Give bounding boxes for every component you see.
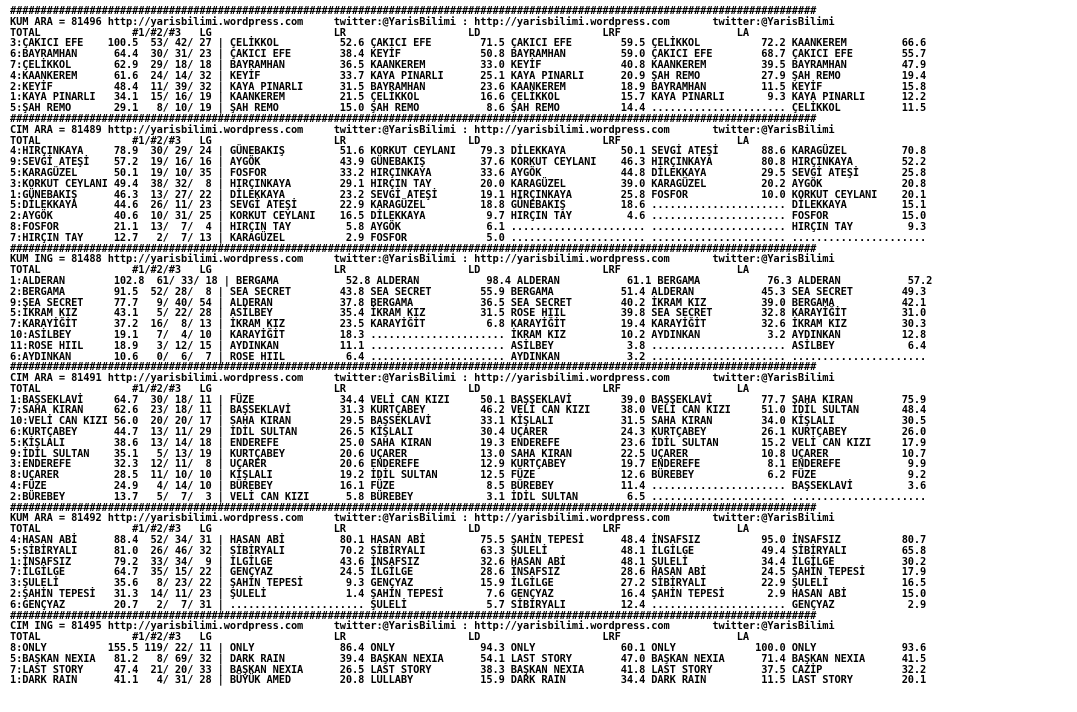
race-header: KUM ARA = 81492 http://yarisbilimi.wordpress.com twitter:@YarisBilimi : http://yarisbilimi.wordpress.com twitter:@YarisBilimi — [10, 512, 835, 525]
race-section — [10, 244, 1077, 363]
result-row: 11:ROSE HIIL 18.9 3/ 12/ 15 | AYDINKAN 11.1 ...................... ASİLBEY 3.8 ...................... ASİLBEY 6.4 — [10, 339, 927, 352]
result-row: 7:HIRÇIN TAY 12.7 2/ 7/ 13 | KARAGÜZEL 2.9 FOSFOR 5.0 ...................... ...................... ...................... — [10, 231, 927, 244]
race-section — [10, 6, 1077, 114]
separator-line: #################################################################################################################################### — [10, 242, 817, 255]
race-header: KUM ING = 81488 http://yarisbilimi.wordpress.com twitter:@YarisBilimi : http://yarisbilimi.wordpress.com twitter:@YarisBilimi — [10, 253, 835, 266]
race-section — [10, 611, 1077, 687]
result-row: 2:ŞAHİN TEPESİ 31.3 14/ 11/ 23 | ŞULELİ 1.4 ŞAHİN TEPESİ 7.6 GENÇYAZ 16.4 ŞAHİN TEPESİ 2.9 HASAN ABİ 15.0 — [10, 588, 927, 601]
result-row: 7:LAST STORY 47.4 21/ 20/ 33 | BAŞKAN NEXIA 26.5 LAST STORY 38.3 BAŞKAN NEXIA 41.8 LAST STORY 37.5 CAZİP 32.2 — [10, 663, 927, 676]
race-header: KUM ARA = 81496 http://yarisbilimi.wordpress.com twitter:@YarisBilimi : http://yarisbilimi.wordpress.com twitter:@YarisBilimi — [10, 15, 835, 28]
result-row: 8:ONLY 155.5 119/ 22/ 11 | ONLY 86.4 ONLY 94.3 ONLY 60.1 ONLY 100.0 ONLY 93.6 — [10, 642, 927, 655]
column-header: TOTAL #1/#2/#3 LG LR LD LRF LA — [10, 26, 750, 39]
race-header: CIM ING = 81495 http://yarisbilimi.wordpress.com twitter:@YarisBilimi : http://yarisbilimi.wordpress.com twitter:@YarisBilimi — [10, 620, 835, 633]
result-row: 8:FOSFOR 21.1 13/ 7/ 4 | HIRÇIN TAY 5.8 AYGÖK 6.1 ...................... ...................... HIRÇIN TAY 9.3 — [10, 220, 927, 233]
result-row: 1:KAYA PINARLI 34.1 15/ 16/ 19 | KAANKEREM 21.5 ÇELİKKOL 16.6 ÇELİKKOL 15.7 KAYA PINARLI 9.3 KAYA PINARLI 12.2 — [10, 91, 927, 104]
column-header: TOTAL #1/#2/#3 LG LR LD LRF LA — [10, 134, 750, 147]
result-row: 5:DİLEKKAYA 44.6 26/ 11/ 23 | SEVGİ ATEŞİ 22.9 KARAGÜZEL 18.8 GÜNEBAKIŞ 18.6 ...................... DİLEKKAYA 15.1 — [10, 199, 927, 212]
result-row: 9:SEA SECRET 77.7 9/ 40/ 54 | ALDERAN 37.8 BERGAMA 36.5 SEA SECRET 40.2 İKRAM KIZ 39.0 BERGAMA 42.1 — [10, 296, 927, 309]
result-row: 7:İLGİLGE 64.7 35/ 15/ 22 | GENÇYAZ 24.5 İLGİLGE 28.6 İNSAFSIZ 28.6 HASAN ABİ 24.5 ŞAHİN TEPESİ 17.9 — [10, 566, 927, 579]
result-row: 8:UÇARER 28.5 11/ 10/ 10 | KİŞLALI 19.2 İDİL SULTAN 12.5 FÜZE 12.6 BÜREBEY 6.2 FÜZE 9.2 — [10, 469, 927, 482]
separator-line: #################################################################################################################################### — [10, 5, 817, 17]
result-row: 6:AYDINKAN 10.6 0/ 6/ 7 | ROSE HIIL 6.4 ...................... AYDINKAN 3.2 ...................... ...................... — [10, 350, 927, 363]
result-row: 4:HIRÇINKAYA 78.9 30/ 29/ 24 | GÜNEBAKIŞ 51.6 KORKUT CEYLANI 79.3 DİLEKKAYA 50.1 SEVGİ ATEŞİ 88.6 KARAGÜZEL 70.8 — [10, 145, 927, 158]
result-row: 7:ÇELİKKOL 62.9 29/ 18/ 18 | BAYRAMHAN 36.5 KAANKEREM 33.0 KEYİF 40.8 KAANKEREM 39.5 BAYRAMHAN 47.9 — [10, 58, 927, 71]
result-row: 1:ALDERAN 102.8 61/ 33/ 18 | BERGAMA 52.8 ALDERAN 98.4 ALDERAN 61.1 BERGAMA 76.3 ALDERAN 57.2 — [10, 274, 933, 287]
result-row: 10:VELİ CAN KIZI 56.0 20/ 20/ 17 | SAHA KIRAN 29.5 BAŞSEKLAVİ 33.1 KİŞLALI 31.5 SAHA KIRAN 34.0 KİŞLALI 30.5 — [10, 415, 927, 428]
race-section — [10, 362, 1077, 502]
result-row: 1:GÜNEBAKIŞ 46.3 13/ 27/ 22 | DİLEKKAYA 23.2 SEVGİ ATEŞİ 19.1 HIRÇINKAYA 25.8 FOSFOR 10.0 KORKUT CEYLANI 20.1 — [10, 188, 927, 201]
column-header: TOTAL #1/#2/#3 LG LR LD LRF LA — [10, 523, 750, 536]
separator-line: #################################################################################################################################### — [10, 112, 817, 125]
result-row: 3:ÇAKICI EFE 100.5 53/ 42/ 27 | ÇELİKKOL 52.6 ÇAKICI EFE 71.5 ÇAKICI EFE 59.5 ÇELİKKOL 72.2 KAANKEREM 66.6 — [10, 37, 927, 50]
result-row: 1:BAŞSEKLAVİ 64.7 30/ 18/ 11 | FÜZE 34.4 VELİ CAN KIZI 50.1 BAŞSEKLAVİ 39.0 BAŞSEKLAVİ 77.7 SAHA KIRAN 75.9 — [10, 393, 927, 406]
result-row: 5:BAŞKAN NEXIA 81.2 8/ 69/ 32 | DARK RAIN 39.4 BAŞKAN NEXIA 54.1 LAST STORY 47.0 BAŞKAN NEXIA 71.4 BAŞKAN NEXIA 41.5 — [10, 652, 927, 665]
result-row: 6:BAYRAMHAN 64.4 30/ 31/ 23 | ÇAKICI EFE 38.4 KEYİF 50.8 BAYRAMHAN 59.0 ÇAKICI EFE 68.7 ÇAKICI EFE 55.7 — [10, 48, 927, 61]
column-header: TOTAL #1/#2/#3 LG LR LD LRF LA — [10, 382, 750, 395]
result-row: 4:HASAN ABİ 88.4 52/ 34/ 31 | HASAN ABİ 80.1 HASAN ABİ 75.5 ŞAHİN TEPESİ 48.4 İNSAFSIZ 95.0 İNSAFSIZ 80.7 — [10, 534, 927, 547]
result-row: 5:İKRAM KIZ 43.1 5/ 22/ 28 | ASİLBEY 35.4 İKRAM KIZ 31.5 ROSE HIIL 39.8 SEA SECRET 32.8 KARAYİĞİT 31.0 — [10, 307, 927, 320]
result-row: 2:BERGAMA 91.5 52/ 28/ 8 | SEA SECRET 43.8 SEA SECRET 55.9 BERGAMA 51.4 ALDERAN 45.3 SEA SECRET 49.3 — [10, 285, 927, 298]
result-row: 5:SİBİRYALI 81.0 26/ 46/ 32 | SİBİRYALI 70.2 SİBİRYALI 63.3 ŞULELİ 48.1 İLGİLGE 49.4 SİBİRYALI 65.8 — [10, 544, 927, 557]
result-row: 7:SAHA KIRAN 62.6 23/ 18/ 11 | BAŞSEKLAVİ 31.3 KURTÇABEY 46.2 VELİ CAN KIZI 38.0 VELİ CAN KIZI 51.0 İDİL SULTAN 48.4 — [10, 404, 927, 417]
race-header: CIM ARA = 81491 http://yarisbilimi.wordpress.com twitter:@YarisBilimi : http://yarisbilimi.wordpress.com twitter:@YarisBilimi — [10, 372, 835, 385]
result-row: 3:ENDEREFE 32.3 12/ 11/ 8 | UÇARER 20.6 ENDEREFE 12.9 KURTÇABEY 19.7 ENDEREFE 8.1 ENDEREFE 9.9 — [10, 458, 927, 471]
column-header: TOTAL #1/#2/#3 LG LR LD LRF LA — [10, 631, 750, 644]
result-row: 2:BÜREBEY 13.7 5/ 7/ 3 | VELİ CAN KIZI 5.8 BÜREBEY 3.1 İDİL SULTAN 6.5 ...................... ...................... — [10, 490, 927, 503]
result-row: 2:KEYİF 48.4 11/ 39/ 32 | KAYA PINARLI 31.5 BAYRAMHAN 23.6 KAANKEREM 18.9 BAYRAMHAN 11.5 KEYİF 15.8 — [10, 80, 927, 93]
result-row: 1:İNSAFSIZ 79.2 33/ 34/ 9 | İLGİLGE 43.6 İNSAFSIZ 32.6 HASAN ABİ 48.1 ŞULELİ 34.4 İLGİLGE 30.2 — [10, 555, 927, 568]
race-section — [10, 114, 1077, 244]
result-row: 7:KARAYİĞİT 37.2 16/ 8/ 13 | İKRAM KIZ 23.5 KARAYİĞİT 6.8 KARAYİĞİT 19.4 KARAYİĞİT 32.6 İKRAM KIZ 30.3 — [10, 318, 927, 331]
result-row: 2:AYGÖK 40.6 10/ 31/ 25 | KORKUT CEYLANI 16.5 DİLEKKAYA 9.7 HIRÇIN TAY 4.6 ...................... FOSFOR 15.0 — [10, 210, 927, 223]
result-row: 5:KİŞLALI 38.6 13/ 14/ 18 | ENDEREFE 25.0 SAHA KIRAN 19.3 ENDEREFE 23.6 İDİL SULTAN 15.2 VELİ CAN KIZI 17.9 — [10, 436, 927, 449]
result-row: 9:SEVGİ ATEŞİ 57.2 19/ 16/ 16 | AYGÖK 43.9 GÜNEBAKIŞ 37.6 KORKUT CEYLANI 46.3 HIRÇINKAYA 80.8 HIRÇINKAYA 52.2 — [10, 156, 927, 169]
result-row: 9:İDİL SULTAN 35.1 5/ 13/ 19 | KURTÇABEY 20.6 UÇARER 13.0 SAHA KIRAN 22.5 UÇARER 10.8 UÇARER 10.7 — [10, 447, 927, 460]
result-row: 1:DARK RAIN 41.1 4/ 31/ 28 | BÜYÜK AMED 20.8 LULLABY 15.9 DARK RAIN 34.4 DARK RAIN 11.5 LAST STORY 20.1 — [10, 674, 927, 687]
result-row: 6:KURTÇABEY 44.7 13/ 11/ 29 | İDİL SULTAN 26.5 KİŞLALI 30.4 UÇARER 24.3 KURTÇABEY 26.1 KURTÇABEY 26.0 — [10, 426, 927, 439]
column-header: TOTAL #1/#2/#3 LG LR LD LRF LA — [10, 264, 750, 277]
result-row: 5:ŞAH REMO 29.1 8/ 10/ 19 | ŞAH REMO 15.0 ŞAH REMO 8.6 ŞAH REMO 14.4 ...................... ÇELİKKOL 11.5 — [10, 102, 927, 115]
race-section — [10, 503, 1077, 611]
separator-line: #################################################################################################################################### — [10, 501, 817, 514]
result-row: 10:ASİLBEY 19.1 7/ 4/ 10 | KARAYİĞİT 18.3 ...................... İKRAM KIZ 10.2 AYDINKAN 3.2 AYDINKAN 12.8 — [10, 328, 927, 341]
result-row: 4:KAANKEREM 61.6 24/ 14/ 32 | KEYİF 33.7 KAYA PINARLI 25.1 KAYA PINARLI 20.9 ŞAH REMO 27.9 ŞAH REMO 19.4 — [10, 69, 927, 82]
race-header: CIM ARA = 81489 http://yarisbilimi.wordpress.com twitter:@YarisBilimi : http://yarisbilimi.wordpress.com twitter:@YarisBilimi — [10, 123, 835, 136]
result-row: 3:KORKUT CEYLANI 49.4 38/ 32/ 8 | HIRÇINKAYA 29.1 HIRÇIN TAY 20.0 KARAGÜZEL 39.0 KARAGÜZEL 20.2 AYGÖK 20.8 — [10, 177, 927, 190]
result-row: 5:KARAGÜZEL 50.1 19/ 10/ 35 | FOSFOR 33.2 HIRÇINKAYA 33.6 AYGÖK 44.8 DİLEKKAYA 29.5 SEVGİ ATEŞİ 25.8 — [10, 166, 927, 179]
separator-line: #################################################################################################################################### — [10, 361, 817, 374]
result-row: 3:ŞULELİ 35.6 8/ 23/ 22 | ŞAHİN TEPESİ 9.3 GENÇYAZ 15.9 İLGİLGE 27.2 SİBİRYALI 22.9 ŞULELİ 16.5 — [10, 577, 927, 590]
separator-line: #################################################################################################################################### — [10, 609, 817, 622]
result-row: 6:GENÇYAZ 20.7 2/ 7/ 31 | ...................... ŞULELİ 5.7 SİBİRYALI 12.4 ...................... GENÇYAZ 2.9 — [10, 598, 927, 611]
result-row: 4:FÜZE 24.9 4/ 14/ 10 | BÜREBEY 16.1 FÜZE 8.5 BÜREBEY 11.4 ...................... BAŞSEKLAVİ 3.6 — [10, 480, 927, 493]
